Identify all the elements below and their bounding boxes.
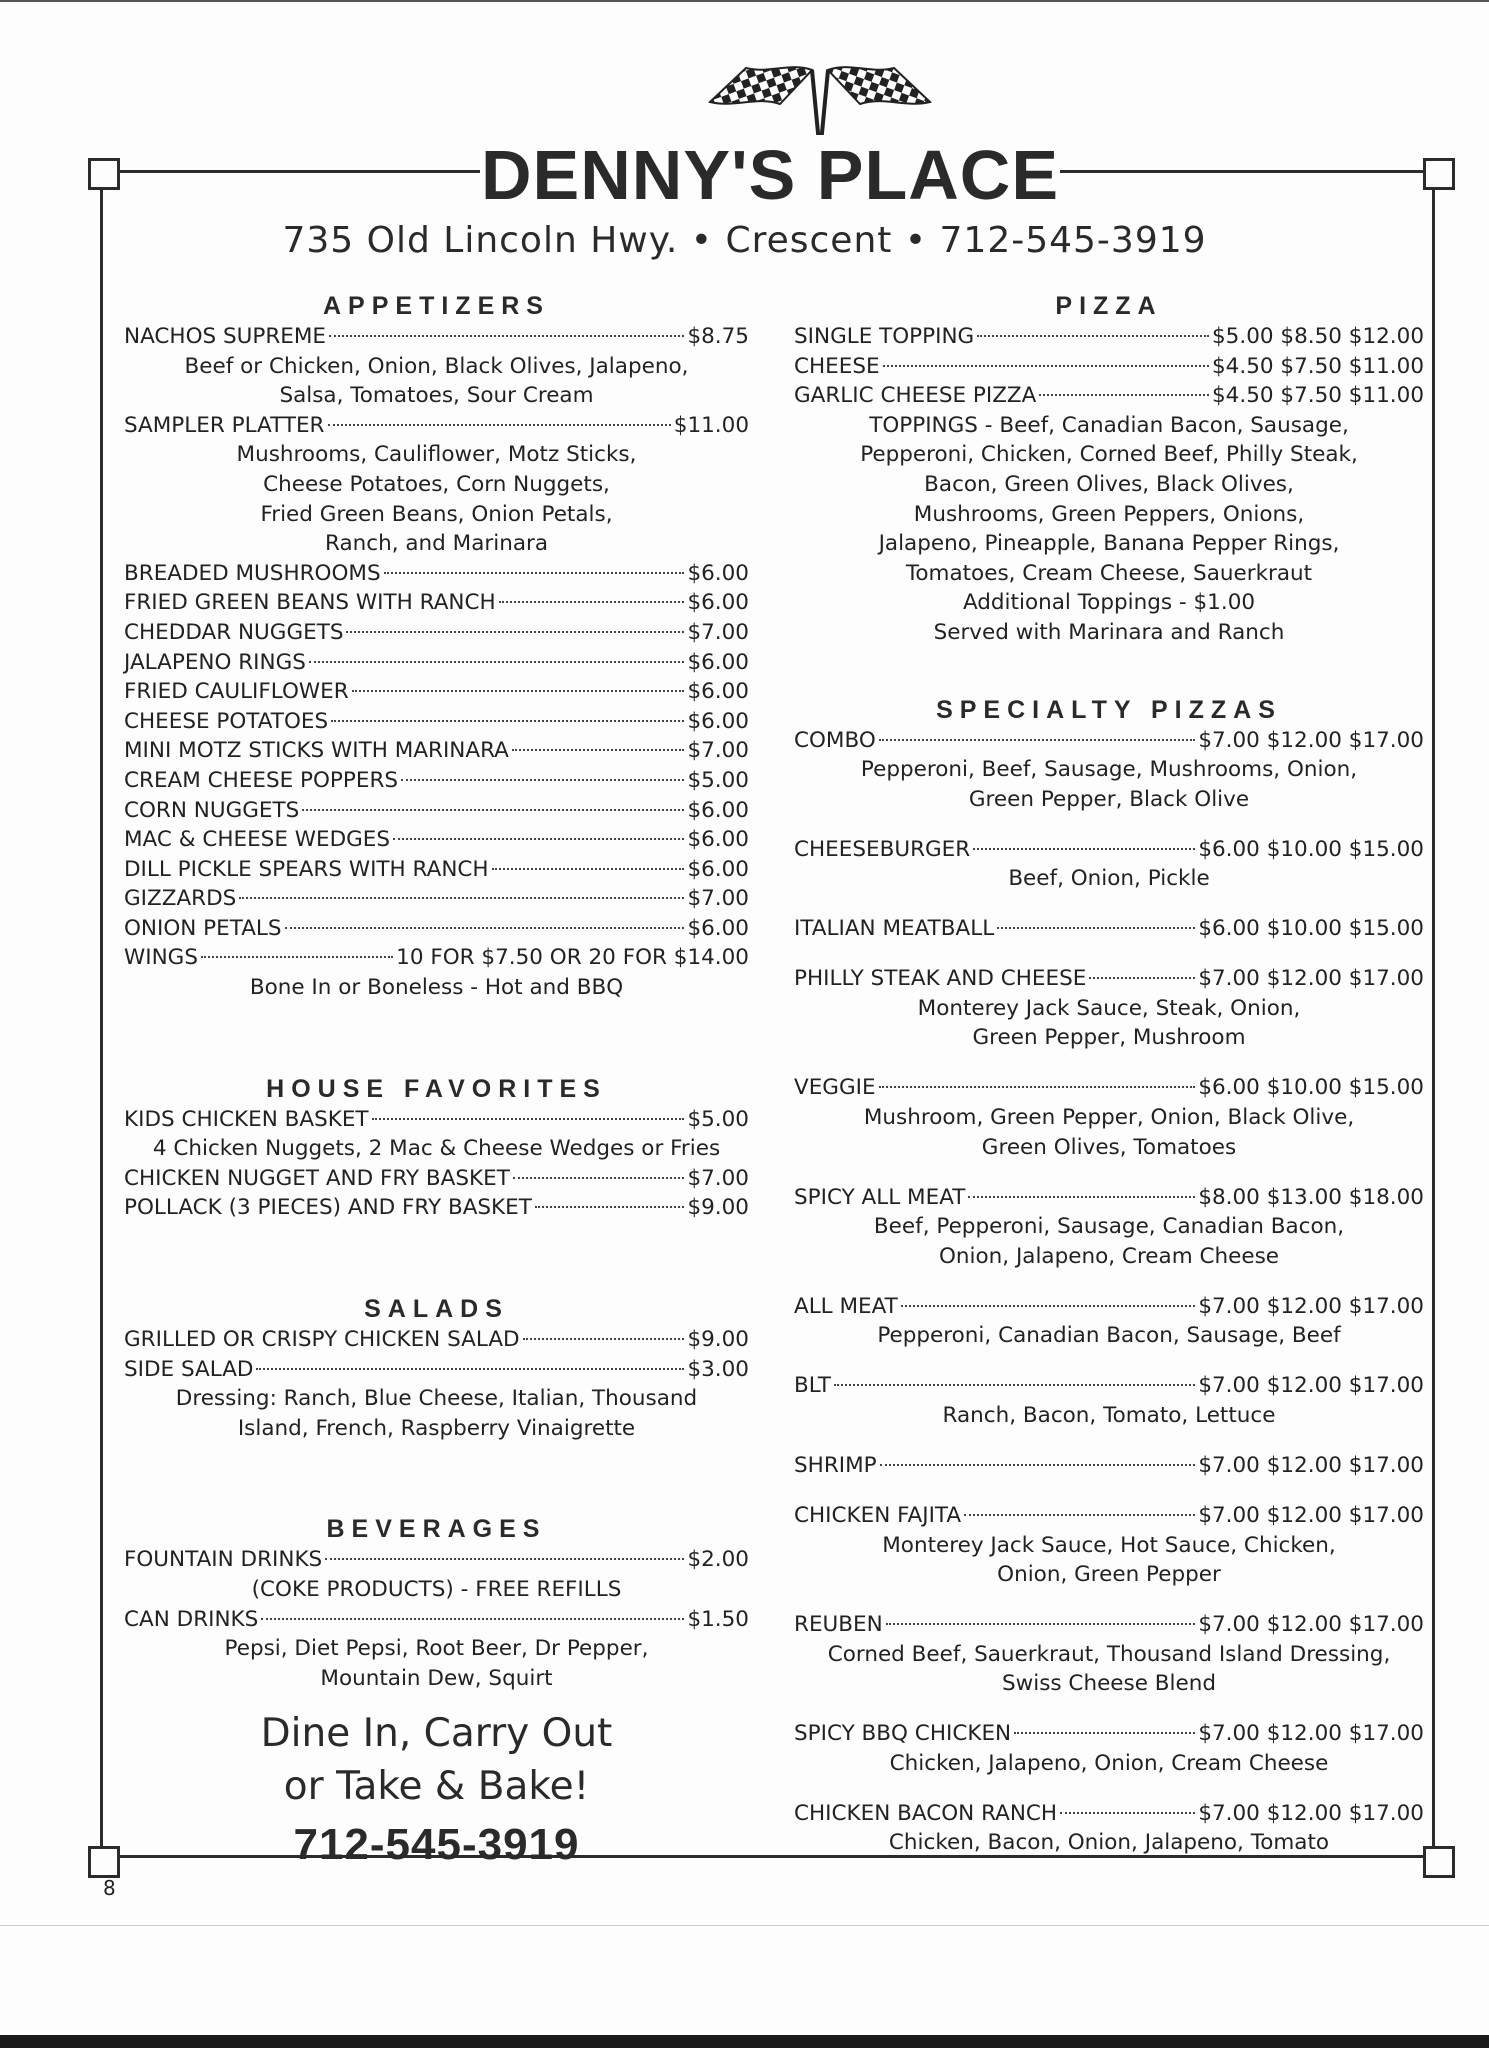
menu-item-price: $6.00	[687, 827, 749, 853]
menu-item-row	[794, 352, 1424, 382]
menu-item-description: Pepperoni, Canadian Bacon, Sausage, Beef	[877, 1323, 1341, 1349]
menu-item-name: CHEESE	[794, 353, 880, 379]
salads-list	[124, 1325, 749, 1443]
section-title-appetizers: APPETIZERS	[323, 292, 550, 320]
menu-item-row	[124, 559, 749, 589]
menu-item-description: Pepsi, Diet Pepsi, Root Beer, Dr Pepper,	[224, 1636, 649, 1662]
menu-item-name: JALAPENO RINGS	[124, 649, 306, 675]
menu-item-row	[124, 943, 749, 973]
menu-item-name: CAN DRINKS	[124, 1606, 259, 1632]
pizza-note-line: Jalapeno, Pineapple, Banana Pepper Rings,	[878, 531, 1340, 557]
menu-item-row	[124, 766, 749, 796]
pizza-list	[794, 322, 1424, 411]
menu-item-name: MINI MOTZ STICKS WITH MARINARA	[124, 738, 509, 764]
menu-item-price: $5.00	[687, 1106, 749, 1132]
menu-item-row	[794, 1719, 1424, 1749]
spacer	[794, 894, 1424, 914]
menu-item-row	[794, 1451, 1424, 1481]
dot-leader	[968, 1196, 1195, 1198]
menu-item-name: SIDE SALAD	[124, 1356, 254, 1382]
menu-item-name: GRILLED OR CRISPY CHICKEN SALAD	[124, 1327, 520, 1353]
menu-item-row	[124, 825, 749, 855]
menu-item-row	[794, 835, 1424, 865]
phone-number: 712-545-3919	[293, 1820, 580, 1870]
menu-item-description: Cheese Potatoes, Corn Nuggets,	[263, 471, 610, 497]
menu-item-price: $6.00	[687, 560, 749, 586]
menu-item-price: $7.00 $12.00 $17.00	[1198, 1373, 1424, 1399]
menu-item-name: GIZZARDS	[124, 886, 237, 912]
dot-leader	[880, 1464, 1196, 1466]
menu-item-name: FRIED CAULIFLOWER	[124, 679, 349, 705]
dot-leader	[261, 1618, 684, 1620]
menu-item-name: COMBO	[794, 727, 876, 753]
restaurant-title: DENNY'S PLACE	[480, 136, 1060, 214]
menu-item-name: MAC & CHEESE WEDGES	[124, 827, 391, 853]
dot-leader	[239, 897, 684, 899]
menu-item-description: Dressing: Ranch, Blue Cheese, Italian, Thousand	[175, 1386, 698, 1412]
menu-item-name: CHEESE POTATOES	[124, 708, 329, 734]
dot-leader	[1089, 977, 1195, 979]
menu-item-name: NACHOS SUPREME	[124, 324, 327, 349]
menu-item-name: BLT	[794, 1373, 831, 1399]
menu-item-row	[124, 1105, 749, 1135]
menu-item-description: Pepperoni, Beef, Sausage, Mushrooms, Onion,	[860, 757, 1358, 783]
spacer	[124, 1223, 749, 1293]
pizza-note-line: Tomatoes, Cream Cheese, Sauerkraut	[905, 560, 1313, 586]
scan-fold-line	[0, 1925, 1489, 1926]
spacer	[794, 1162, 1424, 1182]
spacer	[794, 814, 1424, 834]
menu-item-name: BREADED MUSHROOMS	[124, 560, 381, 586]
section-title-beverages: BEVERAGES	[326, 1515, 547, 1544]
menu-item-price: $8.75	[687, 324, 749, 349]
menu-item-row	[124, 588, 749, 618]
dot-leader	[512, 749, 685, 751]
menu-item-row	[124, 1193, 749, 1223]
right-column	[794, 290, 1424, 1858]
menu-item-row	[794, 964, 1424, 994]
menu-item-description: Island, French, Raspberry Vinaigrette	[237, 1415, 636, 1441]
menu-item-row	[124, 1164, 749, 1194]
page-number: 8	[103, 1876, 116, 1900]
menu-item-row	[124, 677, 749, 707]
section-title-specialty-pizzas: SPECIALTY PIZZAS	[936, 695, 1282, 724]
dot-leader	[1039, 394, 1209, 396]
menu-item-name: PHILLY STEAK AND CHEESE	[794, 966, 1087, 992]
menu-item-description: Beef, Pepperoni, Sausage, Canadian Bacon,	[873, 1214, 1345, 1240]
slogan-line: or Take & Bake!	[283, 1764, 590, 1810]
menu-item-description: (COKE PRODUCTS) - FREE REFILLS	[251, 1577, 622, 1602]
menu-item-name: ALL MEAT	[794, 1293, 898, 1319]
menu-item-name: CREAM CHEESE POPPERS	[124, 767, 399, 793]
menu-item-row	[124, 1605, 749, 1635]
dot-leader	[401, 779, 684, 781]
dot-leader	[997, 927, 1195, 929]
menu-item-description: Mushrooms, Cauliflower, Motz Sticks,	[236, 442, 637, 468]
pizza-note-line: Additional Toppings - $1.00	[962, 590, 1256, 616]
menu-item-row	[794, 1610, 1424, 1640]
dot-leader	[372, 1118, 685, 1120]
menu-item-price: $7.00 $12.00 $17.00	[1198, 1293, 1424, 1319]
menu-item-price: $2.00	[687, 1547, 749, 1573]
menu-item-name: CHICKEN FAJITA	[794, 1502, 962, 1528]
pizza-note-line: Bacon, Green Olives, Black Olives,	[924, 471, 1294, 497]
menu-item-name: GARLIC CHEESE PIZZA	[794, 383, 1037, 409]
menu-item-name: CHICKEN NUGGET AND FRY BASKET	[124, 1165, 510, 1191]
menu-item-price: 10 FOR $7.50 OR 20 FOR $14.00	[396, 945, 749, 971]
spacer	[794, 1271, 1424, 1291]
menu-item-price: $5.00	[687, 767, 749, 793]
menu-item-description: 4 Chicken Nuggets, 2 Mac & Cheese Wedges or Fries	[152, 1136, 721, 1162]
appetizers-list	[124, 322, 749, 1003]
spacer	[124, 1443, 749, 1513]
menu-item-row	[794, 1501, 1424, 1531]
menu-item-price: $6.00	[687, 856, 749, 882]
dot-leader	[886, 1623, 1196, 1625]
menu-item-name: SINGLE TOPPING	[794, 324, 975, 349]
menu-item-name: REUBEN	[794, 1612, 883, 1638]
menu-item-name: DILL PICKLE SPEARS WITH RANCH	[124, 856, 489, 882]
menu-item-price: $6.00 $10.00 $15.00	[1198, 836, 1424, 862]
menu-item-price: $7.00 $12.00 $17.00	[1198, 1502, 1424, 1528]
menu-item-price: $3.00	[687, 1356, 749, 1382]
menu-item-price: $7.00	[687, 886, 749, 912]
menu-item-name: SPICY BBQ CHICKEN	[794, 1721, 1012, 1747]
spacer	[794, 1351, 1424, 1371]
menu-item-name: POLLACK (3 PIECES) AND FRY BASKET	[124, 1195, 532, 1221]
dot-leader	[325, 1558, 684, 1560]
menu-item-row	[124, 1545, 749, 1575]
menu-item-price: $7.00 $12.00 $17.00	[1198, 1721, 1424, 1747]
menu-item-name: CHICKEN BACON RANCH	[794, 1800, 1058, 1826]
menu-item-description: Corned Beef, Sauerkraut, Thousand Island Dressing,	[827, 1641, 1391, 1667]
menu-item-price: $6.00	[687, 915, 749, 941]
menu-item-name: KIDS CHICKEN BASKET	[124, 1106, 369, 1132]
menu-item-price: $4.50 $7.50 $11.00	[1212, 383, 1424, 409]
dot-leader	[309, 661, 685, 663]
menu-item-row	[124, 618, 749, 648]
menu-item-price: $7.00	[687, 619, 749, 645]
house-favorites-list	[124, 1105, 749, 1223]
frame-corner-ornament	[88, 1846, 120, 1878]
specialty-pizzas-list	[794, 726, 1424, 1859]
menu-item-price: $6.00	[687, 679, 749, 705]
title-box	[480, 135, 1060, 215]
menu-item-price: $6.00	[687, 649, 749, 675]
dot-leader	[499, 601, 685, 603]
menu-item-name: SHRIMP	[794, 1452, 877, 1478]
menu-item-description: Salsa, Tomatoes, Sour Cream	[279, 383, 594, 409]
menu-item-price: $6.00 $10.00 $15.00	[1198, 1075, 1424, 1101]
menu-item-row	[124, 914, 749, 944]
section-title-salads: SALADS	[364, 1295, 509, 1324]
menu-item-row	[124, 796, 749, 826]
dot-leader	[492, 868, 685, 870]
menu-item-price: $7.00 $12.00 $17.00	[1198, 966, 1424, 992]
dot-leader	[285, 927, 685, 929]
menu-item-price: $8.00 $13.00 $18.00	[1198, 1184, 1424, 1210]
dot-leader	[535, 1206, 685, 1208]
left-column	[124, 290, 749, 1873]
menu-item-description: Chicken, Bacon, Onion, Jalapeno, Tomato	[888, 1830, 1330, 1856]
dot-leader	[201, 956, 393, 958]
spacer	[794, 944, 1424, 964]
section-title-pizza: PIZZA	[1055, 292, 1163, 320]
pizza-note-line: TOPPINGS - Beef, Canadian Bacon, Sausage,	[869, 412, 1349, 438]
menu-item-price: $9.00	[687, 1195, 749, 1221]
menu-item-name: SAMPLER PLATTER	[124, 412, 325, 438]
restaurant-address: 735 Old Lincoln Hwy. • Crescent • 712-545-3919	[282, 220, 1207, 261]
menu-item-row	[124, 707, 749, 737]
dot-leader	[328, 424, 671, 426]
menu-item-row	[794, 914, 1424, 944]
section-title-house-favorites: HOUSE FAVORITES	[266, 1074, 607, 1103]
slogan-line: Dine In, Carry Out	[260, 1711, 613, 1757]
menu-item-row	[794, 322, 1424, 352]
menu-item-row	[794, 1073, 1424, 1103]
spacer	[794, 1590, 1424, 1610]
menu-item-description: Mountain Dew, Squirt	[320, 1665, 553, 1691]
dot-leader	[513, 1177, 685, 1179]
dot-leader	[964, 1514, 1195, 1516]
menu-item-name: WINGS	[124, 945, 198, 971]
menu-item-name: CHEDDAR NUGGETS	[124, 619, 344, 645]
menu-item-name: SPICY ALL MEAT	[794, 1184, 966, 1210]
menu-item-description: Onion, Jalapeno, Cream Cheese	[938, 1243, 1280, 1269]
frame-corner-ornament	[88, 158, 120, 190]
menu-item-row	[124, 322, 749, 352]
spacer	[794, 648, 1424, 694]
menu-item-price: $5.00 $8.50 $12.00	[1212, 324, 1424, 349]
menu-item-row	[794, 726, 1424, 756]
menu-item-name: FOUNTAIN DRINKS	[124, 1547, 323, 1573]
menu-item-description: Green Olives, Tomatoes	[981, 1134, 1237, 1160]
menu-item-price: $4.50 $7.50 $11.00	[1212, 353, 1424, 379]
spacer	[124, 1003, 749, 1073]
dot-leader	[834, 1384, 1195, 1386]
spacer	[794, 1699, 1424, 1719]
frame-corner-ornament	[1423, 1846, 1455, 1878]
dot-leader	[1060, 1812, 1195, 1814]
menu-item-price: $6.00	[687, 590, 749, 616]
menu-item-name: ITALIAN MEATBALL	[794, 916, 995, 942]
menu-item-price: $7.00 $12.00 $17.00	[1198, 1452, 1424, 1478]
pizza-note-line: Pepperoni, Chicken, Corned Beef, Philly Steak,	[860, 442, 1358, 468]
dot-leader	[384, 572, 685, 574]
menu-item-description: Swiss Cheese Blend	[1001, 1671, 1217, 1697]
dot-leader	[901, 1305, 1196, 1307]
menu-item-name: CORN NUGGETS	[124, 797, 300, 823]
scan-top-edge	[0, 0, 1489, 2]
menu-item-name: VEGGIE	[794, 1075, 876, 1101]
dot-leader	[302, 809, 684, 811]
menu-item-description: Ranch, Bacon, Tomato, Lettuce	[942, 1402, 1276, 1428]
menu-item-row	[794, 1799, 1424, 1829]
dot-leader	[973, 848, 1195, 850]
menu-item-name: FRIED GREEN BEANS WITH RANCH	[124, 590, 496, 616]
menu-item-description: Onion, Green Pepper	[997, 1562, 1221, 1588]
menu-item-price: $7.00 $12.00 $17.00	[1198, 727, 1424, 753]
menu-item-price: $7.00 $12.00 $17.00	[1198, 1800, 1424, 1826]
menu-item-row	[124, 411, 749, 441]
menu-item-row	[124, 1355, 749, 1385]
menu-item-description: Bone In or Boneless - Hot and BBQ	[249, 975, 624, 1001]
slogan	[124, 1707, 749, 1813]
menu-item-price: $11.00	[673, 412, 749, 438]
dot-leader	[352, 690, 685, 692]
spacer	[794, 1778, 1424, 1798]
menu-item-row	[124, 1325, 749, 1355]
menu-item-description: Beef, Onion, Pickle	[1008, 866, 1210, 892]
menu-item-row	[124, 855, 749, 885]
dot-leader	[331, 720, 684, 722]
menu-item-price: $6.00	[687, 797, 749, 823]
pizza-note-line: Mushrooms, Green Peppers, Onions,	[913, 501, 1305, 527]
dot-leader	[329, 335, 684, 337]
menu-item-price: $7.00	[687, 1165, 749, 1191]
menu-item-row	[124, 736, 749, 766]
dot-leader	[977, 335, 1209, 337]
dot-leader	[879, 739, 1196, 741]
menu-item-price: $1.50	[687, 1606, 749, 1632]
menu-item-row	[794, 1292, 1424, 1322]
menu-item-row	[794, 1183, 1424, 1213]
dot-leader	[1014, 1732, 1195, 1734]
menu-item-description: Monterey Jack Sauce, Steak, Onion,	[917, 995, 1301, 1021]
menu-item-price: $7.00 $12.00 $17.00	[1198, 1612, 1424, 1638]
menu-item-row	[124, 648, 749, 678]
dot-leader	[883, 365, 1209, 367]
menu-item-description: Chicken, Jalapeno, Onion, Cream Cheese	[889, 1750, 1329, 1776]
scan-bottom-edge	[0, 2035, 1489, 2048]
menu-item-name: CHEESEBURGER	[794, 836, 971, 862]
menu-item-price: $7.00	[687, 738, 749, 764]
menu-item-row	[794, 1371, 1424, 1401]
beverages-list	[124, 1545, 749, 1693]
menu-item-description: Beef or Chicken, Onion, Black Olives, Jalapeno,	[184, 353, 689, 379]
menu-item-description: Green Pepper, Mushroom	[972, 1025, 1246, 1051]
dot-leader	[256, 1368, 684, 1370]
spacer	[794, 1053, 1424, 1073]
menu-item-description: Ranch, and Marinara	[324, 531, 549, 557]
dot-leader	[346, 631, 684, 633]
menu-item-price: $9.00	[687, 1327, 749, 1353]
pizza-note-line: Served with Marinara and Ranch	[933, 619, 1285, 645]
dot-leader	[523, 1338, 685, 1340]
menu-item-row	[794, 381, 1424, 411]
menu-item-name: ONION PETALS	[124, 915, 282, 941]
menu-item-price: $6.00	[687, 708, 749, 734]
dot-leader	[393, 838, 684, 840]
menu-item-description: Fried Green Beans, Onion Petals,	[260, 501, 613, 527]
spacer	[794, 1431, 1424, 1451]
frame-corner-ornament	[1423, 158, 1455, 190]
menu-item-description: Mushroom, Green Pepper, Onion, Black Olive,	[863, 1105, 1355, 1131]
menu-item-description: Green Pepper, Black Olive	[968, 786, 1250, 812]
menu-item-row	[124, 884, 749, 914]
pizza-toppings-notes	[794, 411, 1424, 648]
menu-item-description: Monterey Jack Sauce, Hot Sauce, Chicken,	[882, 1532, 1336, 1558]
spacer	[794, 1481, 1424, 1501]
dot-leader	[879, 1086, 1196, 1088]
menu-item-price: $6.00 $10.00 $15.00	[1198, 916, 1424, 942]
